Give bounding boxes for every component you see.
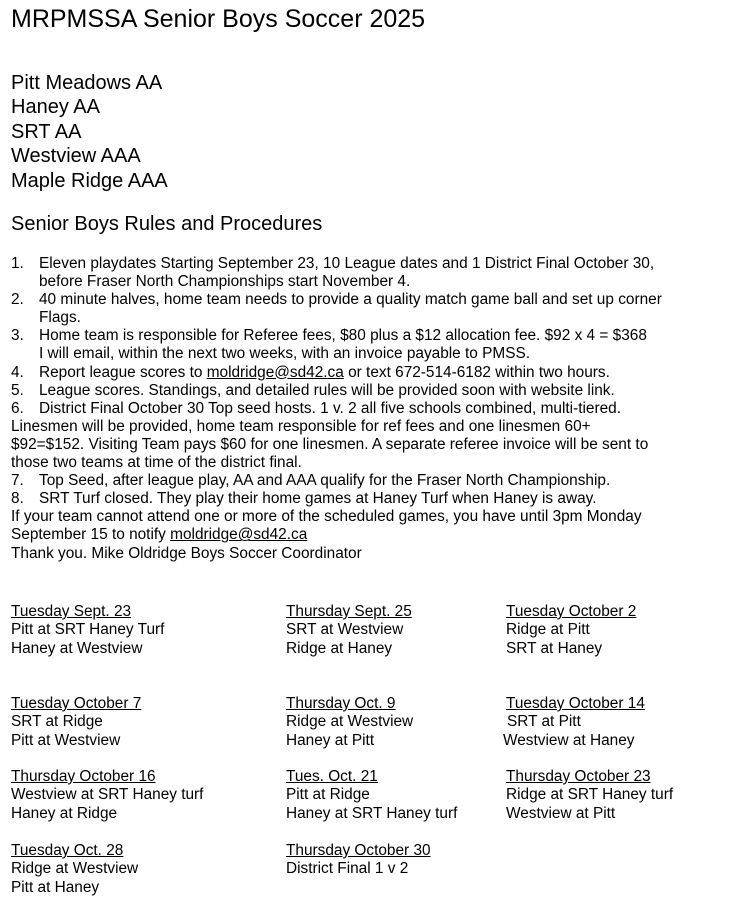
rule-text: SRT Turf closed. They play their home games at Haney Turf when Haney is away. <box>39 490 597 508</box>
schedule-entry <box>286 695 413 750</box>
rule-text: $92=$152. Visiting Team pays $60 for one linesmen. A separate referee invoice will be sent to <box>11 435 649 453</box>
schedule-date: Tuesday October 2 <box>506 603 637 620</box>
schedule-game: SRT at Haney <box>506 639 603 657</box>
rule-number: 5. <box>11 381 24 399</box>
schedule-date: Tuesday October 7 <box>11 695 142 712</box>
team-name: Westview AAA <box>11 145 141 168</box>
schedule-entry <box>286 603 412 658</box>
rules-heading: Senior Boys Rules and Procedures <box>11 213 323 235</box>
rule-text: Linesmen will be provided, home team responsible for ref fees and one linesmen 60+ <box>11 417 591 435</box>
team-name: Haney AA <box>11 96 100 119</box>
schedule-game: District Final 1 v 2 <box>286 860 409 878</box>
rule-number: 1. <box>11 255 24 272</box>
schedule-game: Ridge at SRT Haney turf <box>506 786 674 804</box>
schedule-date: Thursday Oct. 9 <box>286 695 396 712</box>
team-list <box>11 71 168 193</box>
schedule-game: Westview at Haney <box>503 731 635 749</box>
page-title: MRPMSSA Senior Boys Soccer 2025 <box>11 5 426 33</box>
rule-text: Top Seed, after league play, AA and AAA qualify for the Fraser North Championship. <box>39 472 611 490</box>
schedule-game: Haney at SRT Haney turf <box>286 804 458 822</box>
email-link[interactable]: moldridge@sd42.ca <box>170 526 308 544</box>
rule-item <box>11 382 736 400</box>
rule-text: before Fraser North Championships start November 4. <box>39 273 411 291</box>
schedule-game: Pitt at Westview <box>11 731 121 749</box>
schedule-game: Pitt at Haney <box>11 878 100 896</box>
rule-text: those two teams at time of the district final. <box>11 454 302 472</box>
rule-number: 7. <box>11 472 24 490</box>
team-name: Pitt Meadows AA <box>11 72 163 94</box>
rule-text: League scores. Standings, and detailed rules will be provided soon with website link. <box>39 381 615 399</box>
team-name: SRT AA <box>11 120 82 143</box>
email-link[interactable]: moldridge@sd42.ca <box>206 363 344 381</box>
rule-text: Eleven playdates Starting September 23, 10 League dates and 1 District Final October 30, <box>39 255 655 272</box>
schedule-date: Thursday Sept. 25 <box>286 603 412 620</box>
schedule-entry <box>11 842 138 897</box>
schedule-date: Thursday October 16 <box>11 768 156 785</box>
schedule-game: Pitt at SRT Haney Turf <box>11 621 165 639</box>
schedule-entry <box>506 603 636 658</box>
rules-list <box>11 255 736 563</box>
schedule-entry <box>11 695 141 750</box>
schedule-game: Westview at Pitt <box>506 804 616 822</box>
signoff: Thank you. Mike Oldridge Boys Soccer Coordinator <box>11 544 362 562</box>
schedule-entry <box>506 768 673 823</box>
schedule-game: SRT at Pitt <box>507 713 581 731</box>
schedule-game: SRT at Ridge <box>11 713 103 731</box>
schedule-game: Haney at Westview <box>11 639 143 657</box>
rule-text: 40 minute halves, home team needs to provide a quality match game ball and set up corner <box>39 291 662 309</box>
rule-text: Home team is responsible for Referee fees, $80 plus a $12 allocation fee. $92 x 4 = $368 <box>39 327 647 345</box>
rule-item <box>11 255 736 291</box>
rule-item <box>11 364 736 382</box>
schedule-entry <box>11 768 203 823</box>
schedule-game: Pitt at Ridge <box>286 786 370 804</box>
rule-text: I will email, within the next two weeks, with an invoice payable to PMSS. <box>39 345 531 363</box>
notice-text: If your team cannot attend one or more of the scheduled games, you have until 3pm Monday <box>11 508 642 526</box>
rule-text: District Final October 30 Top seed hosts. 1 v. 2 all five schools combined, multi-tiered. <box>39 399 621 417</box>
schedule-game: SRT at Westview <box>286 621 404 639</box>
schedule-game: Haney at Pitt <box>286 731 375 749</box>
rule-item <box>11 400 736 418</box>
schedule-entry <box>286 842 431 879</box>
rule-item <box>11 490 736 508</box>
schedule-date: Thursday October 23 <box>506 768 651 785</box>
schedule-date: Tuesday Oct. 28 <box>11 842 124 859</box>
schedule-entry <box>503 695 645 750</box>
rule-number: 4. <box>11 363 24 381</box>
schedule-game: Ridge at Haney <box>286 639 393 657</box>
rule-item <box>11 472 736 490</box>
schedule-date: Tuesday Sept. 23 <box>11 603 132 620</box>
rule-number: 3. <box>11 327 24 345</box>
schedule-date: Tues. Oct. 21 <box>286 768 378 785</box>
schedule-game: Ridge at Westview <box>11 860 139 878</box>
rule-number: 8. <box>11 490 24 508</box>
rule-text: Report league scores to <box>39 363 207 381</box>
schedule-game: Ridge at Pitt <box>506 621 590 639</box>
schedule-entry <box>11 603 164 658</box>
schedule-date: Tuesday October 14 <box>506 695 645 712</box>
schedule-entry <box>286 768 457 823</box>
rule-item <box>11 291 736 327</box>
schedule-date: Thursday October 30 <box>286 842 431 859</box>
rule-number: 6. <box>11 399 24 417</box>
schedule-game: Westview at SRT Haney turf <box>11 786 204 804</box>
notice-text-part: September 15 to notify <box>11 526 171 544</box>
schedule-game: Haney at Ridge <box>11 804 118 822</box>
rule-number: 2. <box>11 291 24 309</box>
rule-item <box>11 327 736 363</box>
rule-text: or text 672-514-6182 within two hours. <box>343 363 610 381</box>
team-name: Maple Ridge AAA <box>11 169 168 192</box>
schedule-game: Ridge at Westview <box>286 713 414 731</box>
notice-text <box>11 526 736 544</box>
rule-text: Flags. <box>39 309 81 327</box>
